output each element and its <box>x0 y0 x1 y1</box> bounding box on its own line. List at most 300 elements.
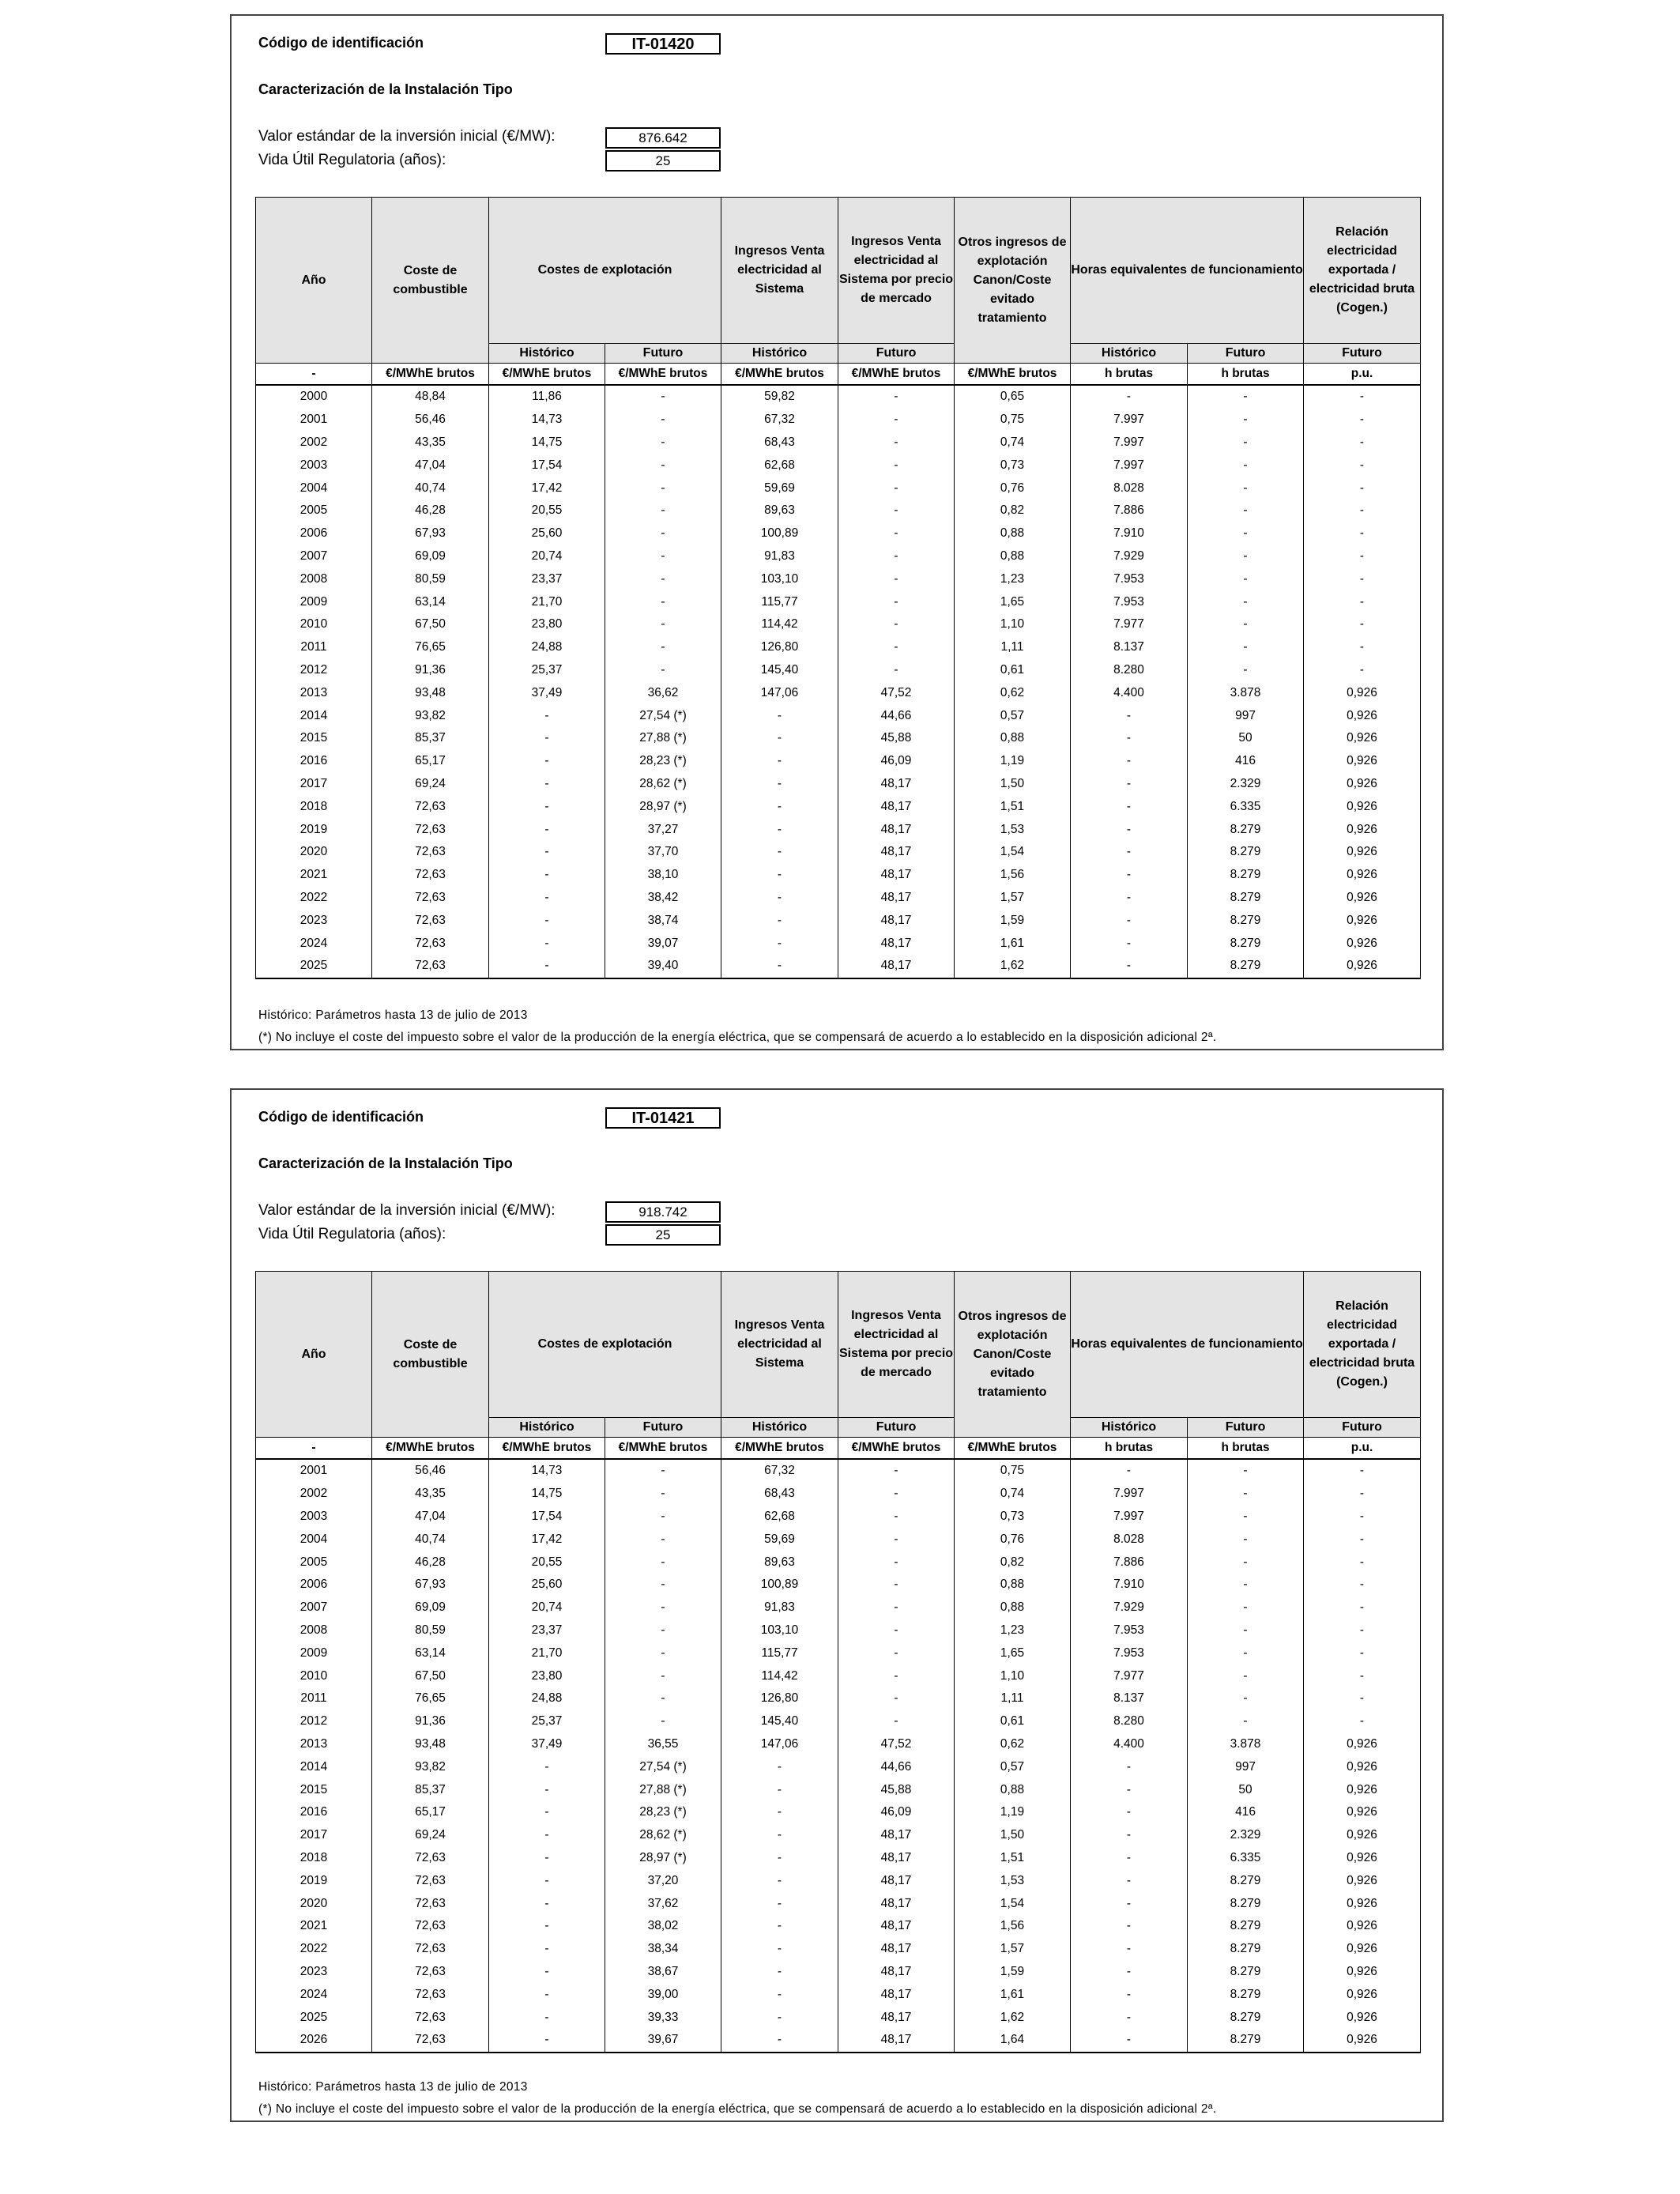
table-cell: 7.997 <box>1071 1483 1188 1506</box>
table-cell: - <box>838 545 955 568</box>
sub-historico: Histórico <box>489 1418 605 1438</box>
table-cell: 48,17 <box>838 1983 955 2006</box>
table-cell: 0,926 <box>1304 773 1421 796</box>
table-cell: - <box>1071 1961 1188 1984</box>
table-cell: 0,75 <box>955 1459 1071 1483</box>
table-cell: 43,35 <box>372 1483 489 1506</box>
table-cell: 72,63 <box>372 1983 489 2006</box>
table-cell: - <box>1188 1506 1304 1529</box>
table-cell: 47,52 <box>838 1733 955 1756</box>
table-cell: - <box>838 1574 955 1596</box>
header-relacion: Relación electricidad exportada / electricidad bruta (Cogen.) <box>1304 198 1421 344</box>
table-cell: 2025 <box>256 2006 372 2029</box>
table-cell: 0,76 <box>955 477 1071 499</box>
table-cell: 48,17 <box>838 1847 955 1870</box>
table-cell: 72,63 <box>372 1915 489 1938</box>
table-cell: 72,63 <box>372 909 489 932</box>
installation-sheet <box>230 14 1444 1050</box>
table-row <box>256 636 1421 659</box>
unit-cell: p.u. <box>1304 364 1421 386</box>
table-cell: 2012 <box>256 1710 372 1733</box>
table-cell: 6.335 <box>1188 1847 1304 1870</box>
table-cell: - <box>1188 1574 1304 1596</box>
table-cell: 14,75 <box>489 432 605 454</box>
sub-futuro: Futuro <box>1188 344 1304 364</box>
table-cell: 37,49 <box>489 1733 605 1756</box>
table-cell: 7.977 <box>1071 613 1188 636</box>
table-cell: - <box>489 1915 605 1938</box>
table-cell: 21,70 <box>489 590 605 613</box>
table-cell: - <box>1071 909 1188 932</box>
table-row <box>256 1619 1421 1642</box>
table-row <box>256 477 1421 499</box>
table-cell: 0,926 <box>1304 1824 1421 1847</box>
table-cell: 0,82 <box>955 499 1071 522</box>
table-cell: - <box>1188 1596 1304 1619</box>
table-cell: - <box>1304 1642 1421 1664</box>
sub-historico: Histórico <box>489 344 605 364</box>
table-row <box>256 2006 1421 2029</box>
table-cell: - <box>721 1892 838 1915</box>
table-cell: 8.279 <box>1188 1983 1304 2006</box>
table-cell: 2021 <box>256 1915 372 1938</box>
note-asterisco: (*) No incluye el coste del impuesto sobre el valor de la producción de la energía eléctrica, que se compensará de acuerdo a lo establecido en la disposición adicional 2ª. <box>258 2102 1217 2116</box>
table-cell: - <box>1188 545 1304 568</box>
table-cell: 2020 <box>256 1892 372 1915</box>
table-cell: 46,09 <box>838 750 955 773</box>
sub-futuro: Futuro <box>838 344 955 364</box>
table-cell: - <box>721 1778 838 1801</box>
table-row <box>256 2029 1421 2053</box>
table-cell: 89,63 <box>721 499 838 522</box>
table-cell: 0,926 <box>1304 2006 1421 2029</box>
table-cell: 0,74 <box>955 432 1071 454</box>
table-cell: 0,73 <box>955 454 1071 477</box>
table-cell: 0,926 <box>1304 1755 1421 1778</box>
table-row <box>256 1551 1421 1574</box>
table-cell: - <box>1188 454 1304 477</box>
table-cell: - <box>489 750 605 773</box>
table-cell: 2.329 <box>1188 1824 1304 1847</box>
table-cell: 2017 <box>256 773 372 796</box>
table-row <box>256 1801 1421 1824</box>
table-cell: 28,23 (*) <box>605 1801 721 1824</box>
table-cell: 0,926 <box>1304 818 1421 841</box>
table-cell: - <box>605 385 721 409</box>
unit-cell: €/MWhE brutos <box>838 364 955 386</box>
table-cell: 145,40 <box>721 659 838 682</box>
table-cell: 2008 <box>256 1619 372 1642</box>
table-cell: 37,27 <box>605 818 721 841</box>
table-cell: - <box>1304 1596 1421 1619</box>
table-cell: 0,926 <box>1304 887 1421 910</box>
section-title: Caracterización de la Instalación Tipo <box>258 81 513 97</box>
table-cell: 48,17 <box>838 1824 955 1847</box>
table-cell: 1,50 <box>955 773 1071 796</box>
table-row <box>256 955 1421 978</box>
table-cell: - <box>1071 1869 1188 1892</box>
table-cell: - <box>1071 1755 1188 1778</box>
table-cell: - <box>721 2029 838 2053</box>
table-cell: - <box>489 727 605 750</box>
table-cell: - <box>721 1938 838 1961</box>
table-row <box>256 545 1421 568</box>
table-cell: 8.279 <box>1188 887 1304 910</box>
table-cell: 38,34 <box>605 1938 721 1961</box>
table-row <box>256 841 1421 864</box>
table-cell: - <box>605 477 721 499</box>
table-cell: 72,63 <box>372 2029 489 2053</box>
unit-cell: €/MWhE brutos <box>605 1438 721 1460</box>
table-cell: 2006 <box>256 522 372 545</box>
table-cell: - <box>489 1778 605 1801</box>
table-cell: - <box>605 1642 721 1664</box>
table-cell: 0,926 <box>1304 1869 1421 1892</box>
table-cell: 416 <box>1188 750 1304 773</box>
table-cell: - <box>1071 955 1188 978</box>
table-cell: - <box>605 1687 721 1710</box>
table-cell: 72,63 <box>372 841 489 864</box>
table-cell: - <box>838 385 955 409</box>
table-cell: - <box>605 590 721 613</box>
table-row <box>256 1915 1421 1938</box>
table-row <box>256 1983 1421 2006</box>
table-cell: 0,74 <box>955 1483 1071 1506</box>
table-cell: 2007 <box>256 1596 372 1619</box>
table-cell: 14,75 <box>489 1483 605 1506</box>
header-coste-combustible: Coste de combustible <box>372 198 489 364</box>
table-cell: 48,17 <box>838 2006 955 2029</box>
table-cell: 2022 <box>256 1938 372 1961</box>
table-cell: 7.910 <box>1071 522 1188 545</box>
table-cell: 2006 <box>256 1574 372 1596</box>
note-historico: Histórico: Parámetros hasta 13 de julio de 2013 <box>258 2080 528 2094</box>
units-row <box>256 1438 1421 1460</box>
table-cell: - <box>1188 1459 1304 1483</box>
table-cell: - <box>721 795 838 818</box>
table-cell: 72,63 <box>372 1961 489 1984</box>
table-cell: 67,50 <box>372 613 489 636</box>
table-cell: 48,17 <box>838 818 955 841</box>
table-cell: - <box>1071 1459 1188 1483</box>
table-cell: - <box>605 499 721 522</box>
table-cell: 2011 <box>256 1687 372 1710</box>
table-cell: - <box>1188 522 1304 545</box>
table-row <box>256 1710 1421 1733</box>
unit-cell: €/MWhE brutos <box>372 1438 489 1460</box>
table-cell: 25,37 <box>489 1710 605 1733</box>
table-cell: - <box>838 590 955 613</box>
table-cell: - <box>605 1459 721 1483</box>
unit-cell: €/MWhE brutos <box>489 1438 605 1460</box>
table-cell: 2011 <box>256 636 372 659</box>
table-cell: 1,59 <box>955 1961 1071 1984</box>
table-cell: 2004 <box>256 477 372 499</box>
table-cell: 28,23 (*) <box>605 750 721 773</box>
table-cell: 0,926 <box>1304 1938 1421 1961</box>
table-cell: 91,36 <box>372 659 489 682</box>
table-cell: 39,07 <box>605 932 721 955</box>
table-cell: - <box>838 409 955 432</box>
table-cell: - <box>721 773 838 796</box>
table-cell: 1,54 <box>955 1892 1071 1915</box>
table-cell: 1,51 <box>955 1847 1071 1870</box>
sub-futuro: Futuro <box>1304 1418 1421 1438</box>
table-cell: 93,82 <box>372 1755 489 1778</box>
table-cell: 3.878 <box>1188 1733 1304 1756</box>
table-cell: 25,60 <box>489 1574 605 1596</box>
table-cell: 2017 <box>256 1824 372 1847</box>
table-cell: 46,28 <box>372 1551 489 1574</box>
table-row <box>256 1869 1421 1892</box>
table-cell: 91,83 <box>721 545 838 568</box>
table-row <box>256 1596 1421 1619</box>
sub-historico: Histórico <box>721 344 838 364</box>
table-cell: 0,88 <box>955 545 1071 568</box>
header-ingresos-venta: Ingresos Venta electricidad al Sistema <box>721 1272 838 1418</box>
table-cell: 23,80 <box>489 613 605 636</box>
table-cell: - <box>1304 636 1421 659</box>
inversion-value: 876.642 <box>605 127 721 149</box>
table-cell: - <box>1188 432 1304 454</box>
table-cell: - <box>838 1528 955 1551</box>
table-cell: - <box>838 1619 955 1642</box>
table-cell: - <box>1304 1574 1421 1596</box>
table-cell: - <box>489 2006 605 2029</box>
table-cell: - <box>721 932 838 955</box>
table-cell: 47,52 <box>838 681 955 704</box>
table-cell: 37,62 <box>605 1892 721 1915</box>
table-cell: 0,926 <box>1304 1892 1421 1915</box>
table-cell: 8.279 <box>1188 1892 1304 1915</box>
table-cell: 8.280 <box>1071 659 1188 682</box>
table-cell: 48,17 <box>838 1938 955 1961</box>
table-cell: 4.400 <box>1071 681 1188 704</box>
table-cell: 0,926 <box>1304 955 1421 978</box>
table-cell: 0,926 <box>1304 681 1421 704</box>
table-cell: - <box>1071 727 1188 750</box>
table-cell: 1,53 <box>955 1869 1071 1892</box>
table-cell: - <box>489 1938 605 1961</box>
table-cell: 48,17 <box>838 795 955 818</box>
table-cell: 48,17 <box>838 955 955 978</box>
table-row <box>256 432 1421 454</box>
table-cell: 0,62 <box>955 681 1071 704</box>
table-cell: 0,82 <box>955 1551 1071 1574</box>
table-cell: 0,88 <box>955 522 1071 545</box>
table-cell: 68,43 <box>721 432 838 454</box>
table-cell: 89,63 <box>721 1551 838 1574</box>
table-cell: 72,63 <box>372 2006 489 2029</box>
sub-historico: Histórico <box>1071 1418 1188 1438</box>
table-cell: 68,43 <box>721 1483 838 1506</box>
header-ingresos-mercado: Ingresos Venta electricidad al Sistema por precio de mercado <box>838 1272 955 1418</box>
table-cell: 2002 <box>256 1483 372 1506</box>
table-cell: 8.279 <box>1188 955 1304 978</box>
table-cell: 0,926 <box>1304 1801 1421 1824</box>
table-cell: - <box>838 454 955 477</box>
table-cell: 1,54 <box>955 841 1071 864</box>
table-cell: - <box>1188 385 1304 409</box>
unit-cell: €/MWhE brutos <box>955 1438 1071 1460</box>
table-cell: 8.279 <box>1188 1961 1304 1984</box>
table-cell: - <box>489 932 605 955</box>
id-code-box: IT-01420 <box>605 33 721 55</box>
table-cell: 47,04 <box>372 454 489 477</box>
table-row <box>256 659 1421 682</box>
table-cell: 17,42 <box>489 1528 605 1551</box>
table-cell: - <box>1071 1892 1188 1915</box>
table-cell: 2012 <box>256 659 372 682</box>
table-cell: 2004 <box>256 1528 372 1551</box>
header-costes-explotacion: Costes de explotación <box>489 1272 721 1418</box>
table-body <box>256 385 1421 978</box>
table-cell: - <box>605 1483 721 1506</box>
sub-futuro: Futuro <box>1304 344 1421 364</box>
unit-cell: h brutas <box>1188 364 1304 386</box>
table-cell: 0,926 <box>1304 932 1421 955</box>
table-cell: 2010 <box>256 1664 372 1687</box>
table-cell: 67,50 <box>372 1664 489 1687</box>
table-cell: 28,62 (*) <box>605 773 721 796</box>
table-row <box>256 909 1421 932</box>
table-cell: 2025 <box>256 955 372 978</box>
table-cell: 0,926 <box>1304 1961 1421 1984</box>
sub-futuro: Futuro <box>605 344 721 364</box>
table-cell: 69,09 <box>372 1596 489 1619</box>
table-cell: 46,09 <box>838 1801 955 1824</box>
table-cell: - <box>1071 2029 1188 2053</box>
vida-value: 25 <box>605 150 721 172</box>
table-cell: 69,24 <box>372 773 489 796</box>
inversion-value: 918.742 <box>605 1201 721 1223</box>
table-cell: 39,67 <box>605 2029 721 2053</box>
table-cell: - <box>605 659 721 682</box>
table-cell: 76,65 <box>372 1687 489 1710</box>
table-cell: 69,24 <box>372 1824 489 1847</box>
table-cell: - <box>1304 567 1421 590</box>
table-cell: - <box>1304 1483 1421 1506</box>
table-cell: 1,65 <box>955 1642 1071 1664</box>
table-cell: 8.028 <box>1071 1528 1188 1551</box>
table-cell: 0,57 <box>955 704 1071 727</box>
table-cell: 48,17 <box>838 887 955 910</box>
table-cell: 69,09 <box>372 545 489 568</box>
table-cell: 65,17 <box>372 1801 489 1824</box>
table-cell: 0,926 <box>1304 1915 1421 1938</box>
table-cell: 2014 <box>256 704 372 727</box>
table-cell: 56,46 <box>372 1459 489 1483</box>
sub-futuro: Futuro <box>1188 1418 1304 1438</box>
table-cell: 0,926 <box>1304 2029 1421 2053</box>
table-cell: 0,61 <box>955 1710 1071 1733</box>
table-cell: - <box>1071 795 1188 818</box>
table-cell: - <box>721 1755 838 1778</box>
table-cell: 103,10 <box>721 1619 838 1642</box>
table-cell: 36,55 <box>605 1733 721 1756</box>
table-cell: - <box>1188 1619 1304 1642</box>
table-cell: - <box>1188 1483 1304 1506</box>
table-cell: - <box>1304 499 1421 522</box>
table-cell: 38,02 <box>605 1915 721 1938</box>
table-cell: 0,926 <box>1304 750 1421 773</box>
table-cell: 2010 <box>256 613 372 636</box>
table-cell: - <box>838 567 955 590</box>
table-cell: - <box>1071 773 1188 796</box>
table-cell: - <box>1304 432 1421 454</box>
table-row <box>256 454 1421 477</box>
table-cell: 1,56 <box>955 1915 1071 1938</box>
table-cell: 48,17 <box>838 909 955 932</box>
table-cell: - <box>721 704 838 727</box>
table-cell: 2002 <box>256 432 372 454</box>
table-cell: 40,74 <box>372 477 489 499</box>
id-code-box: IT-01421 <box>605 1107 721 1129</box>
table-cell: 67,93 <box>372 1574 489 1596</box>
table-cell: 36,62 <box>605 681 721 704</box>
unit-cell: h brutas <box>1071 1438 1188 1460</box>
table-cell: - <box>605 636 721 659</box>
table-cell: - <box>721 1824 838 1847</box>
table-cell: 2003 <box>256 1506 372 1529</box>
table-cell: 11,86 <box>489 385 605 409</box>
table-cell: - <box>838 1664 955 1687</box>
table-cell: - <box>1304 545 1421 568</box>
sub-historico: Histórico <box>721 1418 838 1438</box>
table-cell: - <box>721 1961 838 1984</box>
table-cell: - <box>838 1459 955 1483</box>
unit-cell: €/MWhE brutos <box>372 364 489 386</box>
table-cell: 63,14 <box>372 590 489 613</box>
table-cell: 2.329 <box>1188 773 1304 796</box>
table-cell: 38,67 <box>605 1961 721 1984</box>
header-ingresos-mercado: Ingresos Venta electricidad al Sistema por precio de mercado <box>838 198 955 344</box>
installation-sheet <box>230 1088 1444 2122</box>
table-cell: 8.137 <box>1071 636 1188 659</box>
table-row <box>256 1574 1421 1596</box>
table-cell: 72,63 <box>372 1847 489 1870</box>
table-cell: 115,77 <box>721 1642 838 1664</box>
table-cell: 40,74 <box>372 1528 489 1551</box>
table-cell: 2023 <box>256 909 372 932</box>
table-cell: 28,62 (*) <box>605 1824 721 1847</box>
table-cell: 1,61 <box>955 1983 1071 2006</box>
table-cell: - <box>489 2029 605 2053</box>
table-cell: 0,61 <box>955 659 1071 682</box>
table-row <box>256 795 1421 818</box>
table-cell: 72,63 <box>372 864 489 887</box>
id-label: Código de identificación <box>258 1109 424 1125</box>
table-cell: - <box>605 454 721 477</box>
table-cell: - <box>838 613 955 636</box>
inversion-label: Valor estándar de la inversión inicial (€/MW): <box>258 128 556 145</box>
table-cell: 2005 <box>256 1551 372 1574</box>
table-cell: 2024 <box>256 932 372 955</box>
table-cell: - <box>838 1642 955 1664</box>
table-cell: 46,28 <box>372 499 489 522</box>
table-row <box>256 750 1421 773</box>
table-cell: 2001 <box>256 409 372 432</box>
table-cell: 0,65 <box>955 385 1071 409</box>
table-cell: 67,93 <box>372 522 489 545</box>
table-cell: 1,50 <box>955 1824 1071 1847</box>
sub-futuro: Futuro <box>605 1418 721 1438</box>
table-cell: 126,80 <box>721 1687 838 1710</box>
table-cell: 50 <box>1188 727 1304 750</box>
table-cell: - <box>605 522 721 545</box>
table-cell: - <box>1188 659 1304 682</box>
table-cell: 115,77 <box>721 590 838 613</box>
